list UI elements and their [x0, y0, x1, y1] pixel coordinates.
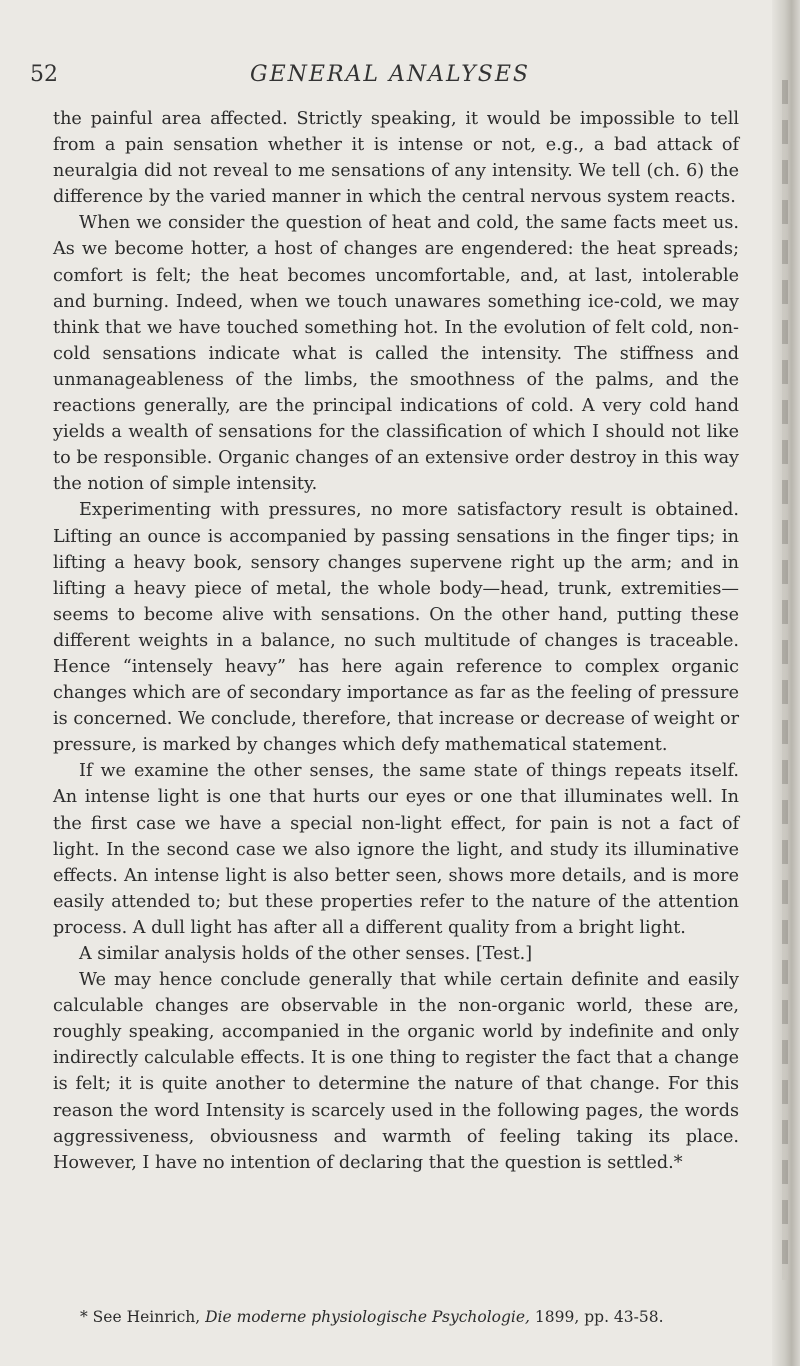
paragraph: the painful area affected. Strictly speaking, it would be impossible to tell from a pain sensation whether it is intense or not, e.g., a bad attack of neuralgia did not reveal to me sensations of any intensity. We tell (ch. 6) the difference by the varied manner in which the central nervous system reacts. [53, 109, 739, 208]
footnote-title: Die moderne physiologische Psychologie, [205, 1308, 530, 1326]
running-head: GENERAL ANALYSES [250, 62, 530, 87]
page-header [30, 58, 750, 98]
paragraph: When we consider the question of heat and cold, the same facts meet us. As we become hotter, a host of changes are engendered: the heat spreads; comfort is felt; the heat becomes uncomfortable, and, at last, intolerable and burning. Indeed, when we touch unawares something ice-cold, we may think that we have touched something hot. In the evolution of felt cold, non-cold sensations indicate what is called the intensity. The stiffness and unmanageableness of the limbs, the smoothness of the palms, and the reactions generally, are the principal indications of cold. A very cold hand yields a wealth of sensations for the classification of which I should not like to be responsible. Organic changes of an extensive order destroy in this way the notion of simple intensity. [53, 213, 739, 495]
paragraph: We may hence conclude generally that while certain definite and easily calculable changes are observable in the non-organic world, these are, roughly speaking, accompanied in the organic world by indefinite and only indirectly calculable effects. It is one thing to register the fact that a change is felt; it is quite another to determine the nature of that change. For this reason the word Intensity is scarcely used in the following pages, the words aggressiveness, obviousness and warmth of feeling taking its place. However, I have no intention of declaring that the question is settled.* [53, 970, 739, 1173]
footnote-prefix: * See Heinrich, [80, 1308, 201, 1326]
paragraph: A similar analysis holds of the other senses. [Test.] [79, 944, 533, 964]
page-number: 52 [30, 62, 58, 87]
body-text [53, 106, 739, 1176]
footnote [80, 1308, 740, 1326]
footnote-suffix: 1899, pp. 43-58. [534, 1308, 664, 1326]
paragraph: Experimenting with pressures, no more satisfactory result is obtained. Lifting an ounce is accompanied by passing sensations in the finger tips; in lifting a heavy book, sensory changes supervene right up the arm; and in lifting a heavy piece of metal, the whole body—head, trunk, extremities—seems to become alive with sensations. On the other hand, putting these different weights in a balance, no such multitude of changes is traceable. Hence “intensely heavy” has here again reference to complex organic changes which are of secondary importance as far as the feeling of pressure is concerned. We conclude, therefore, that increase or decrease of weight or pressure, is marked by changes which defy mathematical statement. [53, 500, 739, 756]
page-edge-shadow [772, 0, 800, 1366]
paragraph: If we examine the other senses, the same state of things repeats itself. An intense light is one that hurts our eyes or one that illuminates well. In the first case we have a special non-light effect, for pain is not a fact of light. In the second case we also ignore the light, and study its illuminative effects. An intense light is also better seen, shows more details, and is more easily attended to; but these properties refer to the nature of the attention process. A dull light has after all a different quality from a bright light. [53, 761, 739, 938]
